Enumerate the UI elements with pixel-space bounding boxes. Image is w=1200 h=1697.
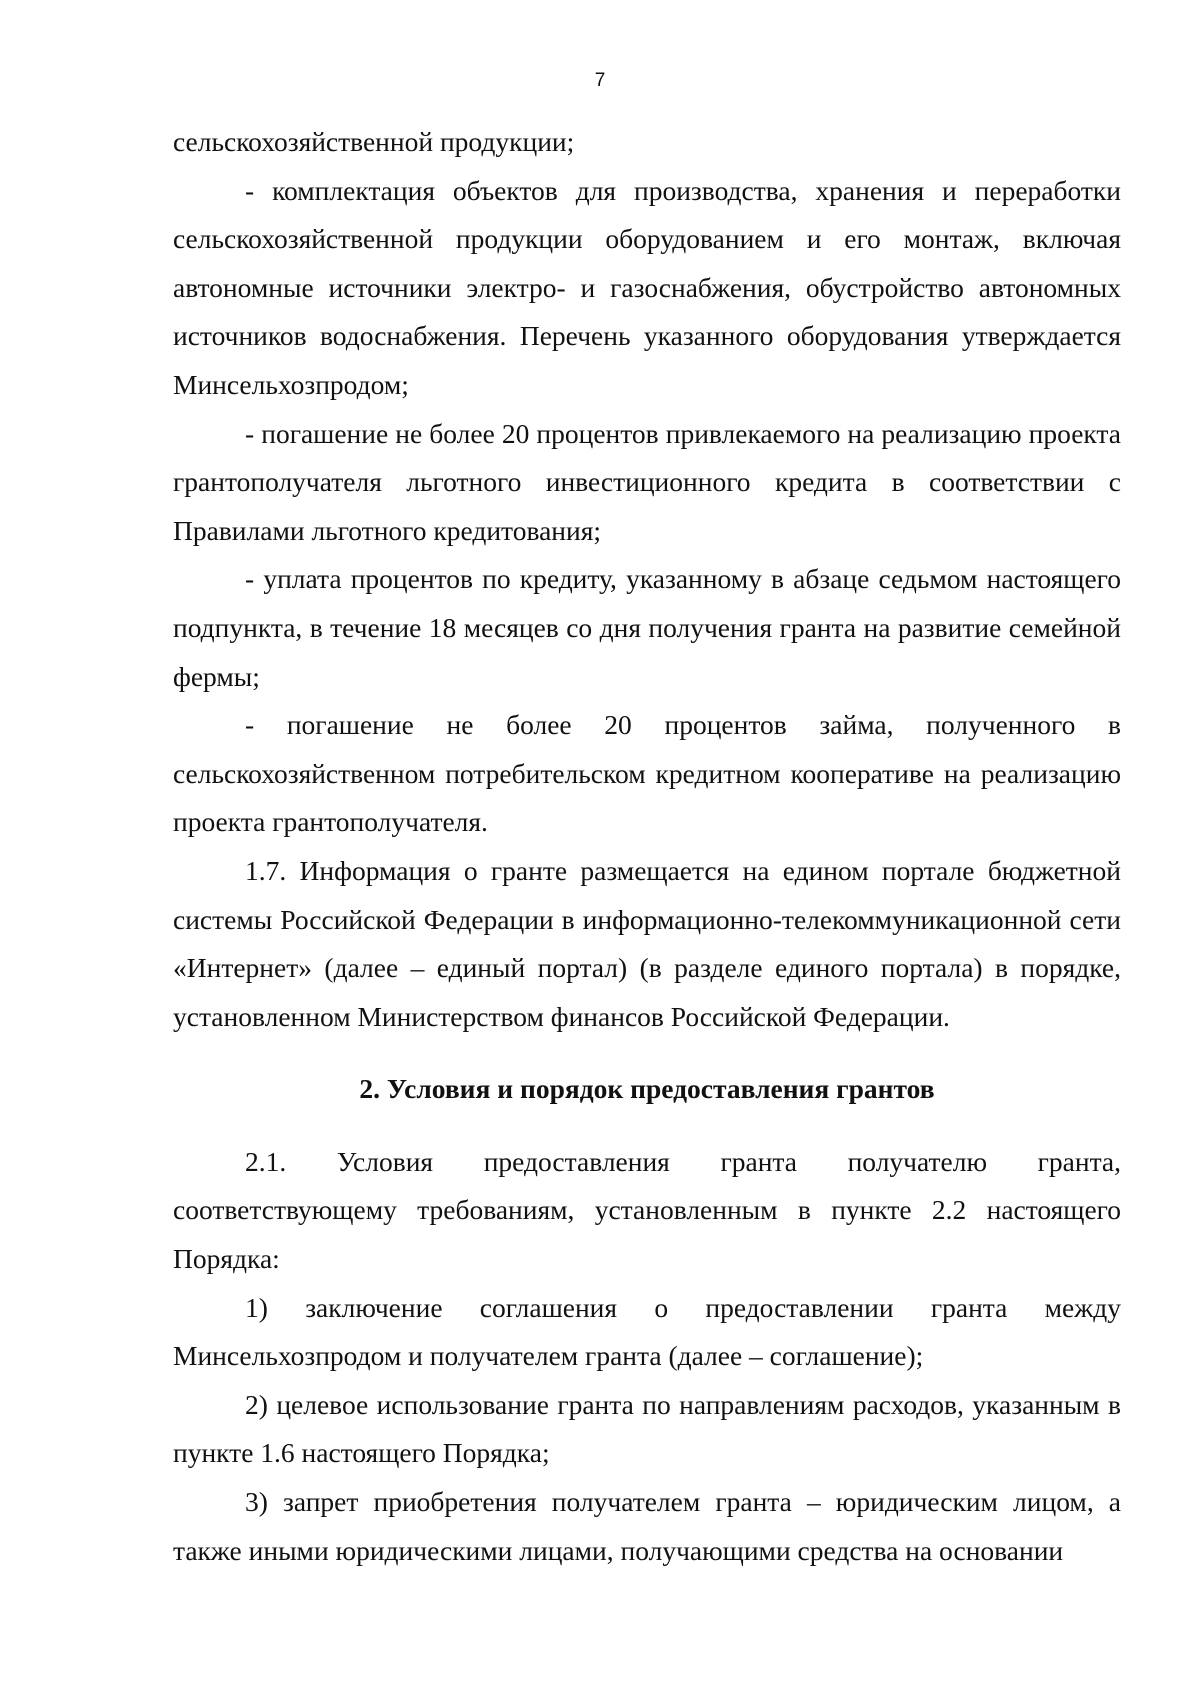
- section-heading: 2. Условия и порядок предоставления грантов: [359, 1073, 935, 1105]
- document-body: [173, 118, 1121, 1575]
- paragraph: 1) заключение соглашения о предоставлении гранта между Минсельхозпродом и получателем гранта (далее – соглашение);: [173, 1291, 1121, 1372]
- page-number: 7: [594, 70, 606, 91]
- paragraph: 1.7. Информация о гранте размещается на едином портале бюджетной системы Российской Федерации в информационно-телекоммуникационной сети «Интернет» (далее – единый портал) (в разделе единого портала) в порядке, установленном Министерством финансов Российской Федерации.: [173, 854, 1121, 1032]
- paragraph: 2.1. Условия предоставления гранта получателю гранта, соответствующему требованиям, установленным в пункте 2.2 настоящего Порядка:: [173, 1145, 1121, 1275]
- paragraph: - погашение не более 20 процентов привлекаемого на реализацию проекта грантополучателя льготного инвестиционного кредита в соответствии с Правилами льготного кредитования;: [173, 417, 1121, 546]
- paragraph: 2) целевое использование гранта по направлениям расходов, указанным в пункте 1.6 настоящего Порядка;: [173, 1388, 1121, 1469]
- paragraph: 3) запрет приобретения получателем гранта – юридическим лицом, а также иными юридическими лицами, получающими средства на основании: [173, 1486, 1121, 1566]
- paragraph: сельскохозяйственной продукции;: [173, 126, 575, 157]
- paragraph: - погашение не более 20 процентов займа, полученного в сельскохозяйственном потребительском кредитном кооперативе на реализацию проекта грантополучателя.: [173, 709, 1121, 838]
- paragraph: - уплата процентов по кредиту, указанному в абзаце седьмом настоящего подпункта, в течение 18 месяцев со дня получения гранта на развитие семейной фермы;: [173, 563, 1121, 692]
- paragraph: - комплектация объектов для производства, хранения и переработки сельскохозяйственной продукции оборудованием и его монтаж, включая автономные источники электро- и газоснабжения, обустройство автономных источников водоснабжения. Перечень указанного оборудования утверждается Минсельхозпродом;: [173, 174, 1121, 400]
